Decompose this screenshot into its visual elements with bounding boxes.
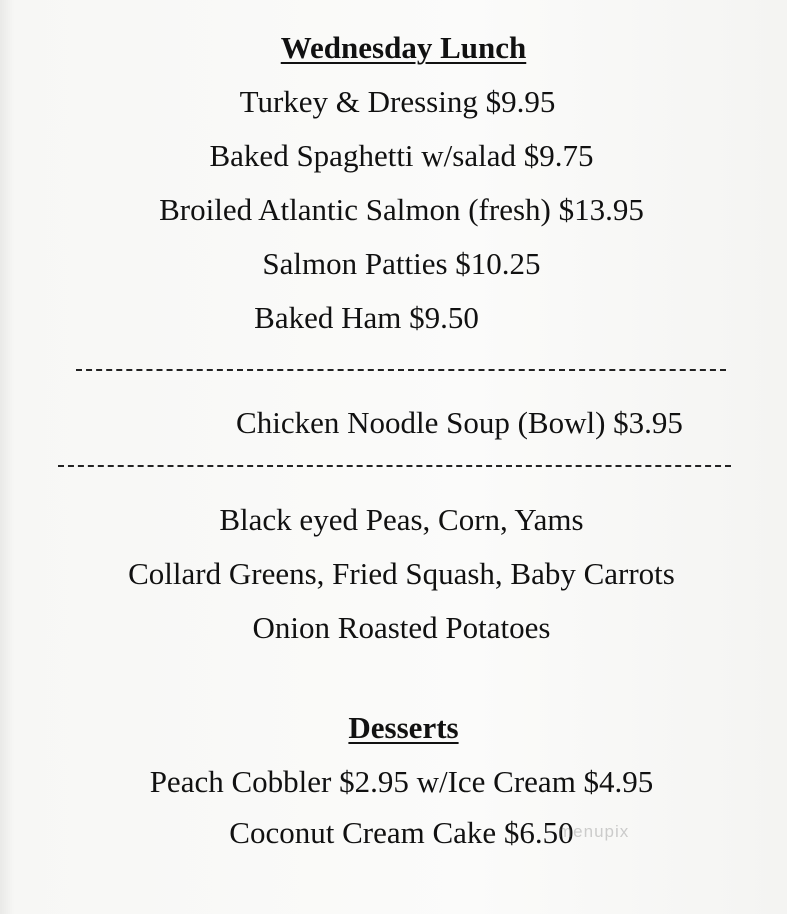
soup-item: Chicken Noodle Soup (Bowl) $3.95 — [236, 405, 683, 440]
section-divider — [58, 465, 731, 467]
section-divider — [76, 369, 726, 371]
dessert-item: Peach Cobbler $2.95 w/Ice Cream $4.95 — [149, 764, 654, 799]
entree-item: Baked Ham $9.50 — [254, 300, 479, 335]
menu-title: Wednesday Lunch — [280, 30, 527, 65]
entree-item: Salmon Patties $10.25 — [262, 246, 541, 281]
side-item: Collard Greens, Fried Squash, Baby Carrots — [128, 556, 675, 591]
entree-item: Turkey & Dressing $9.95 — [239, 84, 556, 119]
entree-item: Baked Spaghetti w/salad $9.75 — [209, 138, 594, 173]
watermark-logo: menupix — [558, 822, 630, 841]
side-item: Black eyed Peas, Corn, Yams — [219, 502, 584, 537]
side-item: Onion Roasted Potatoes — [252, 610, 551, 645]
entree-item: Broiled Atlantic Salmon (fresh) $13.95 — [159, 192, 644, 227]
desserts-heading: Desserts — [348, 710, 459, 745]
dessert-item: Coconut Cream Cake $6.50 — [229, 815, 574, 850]
